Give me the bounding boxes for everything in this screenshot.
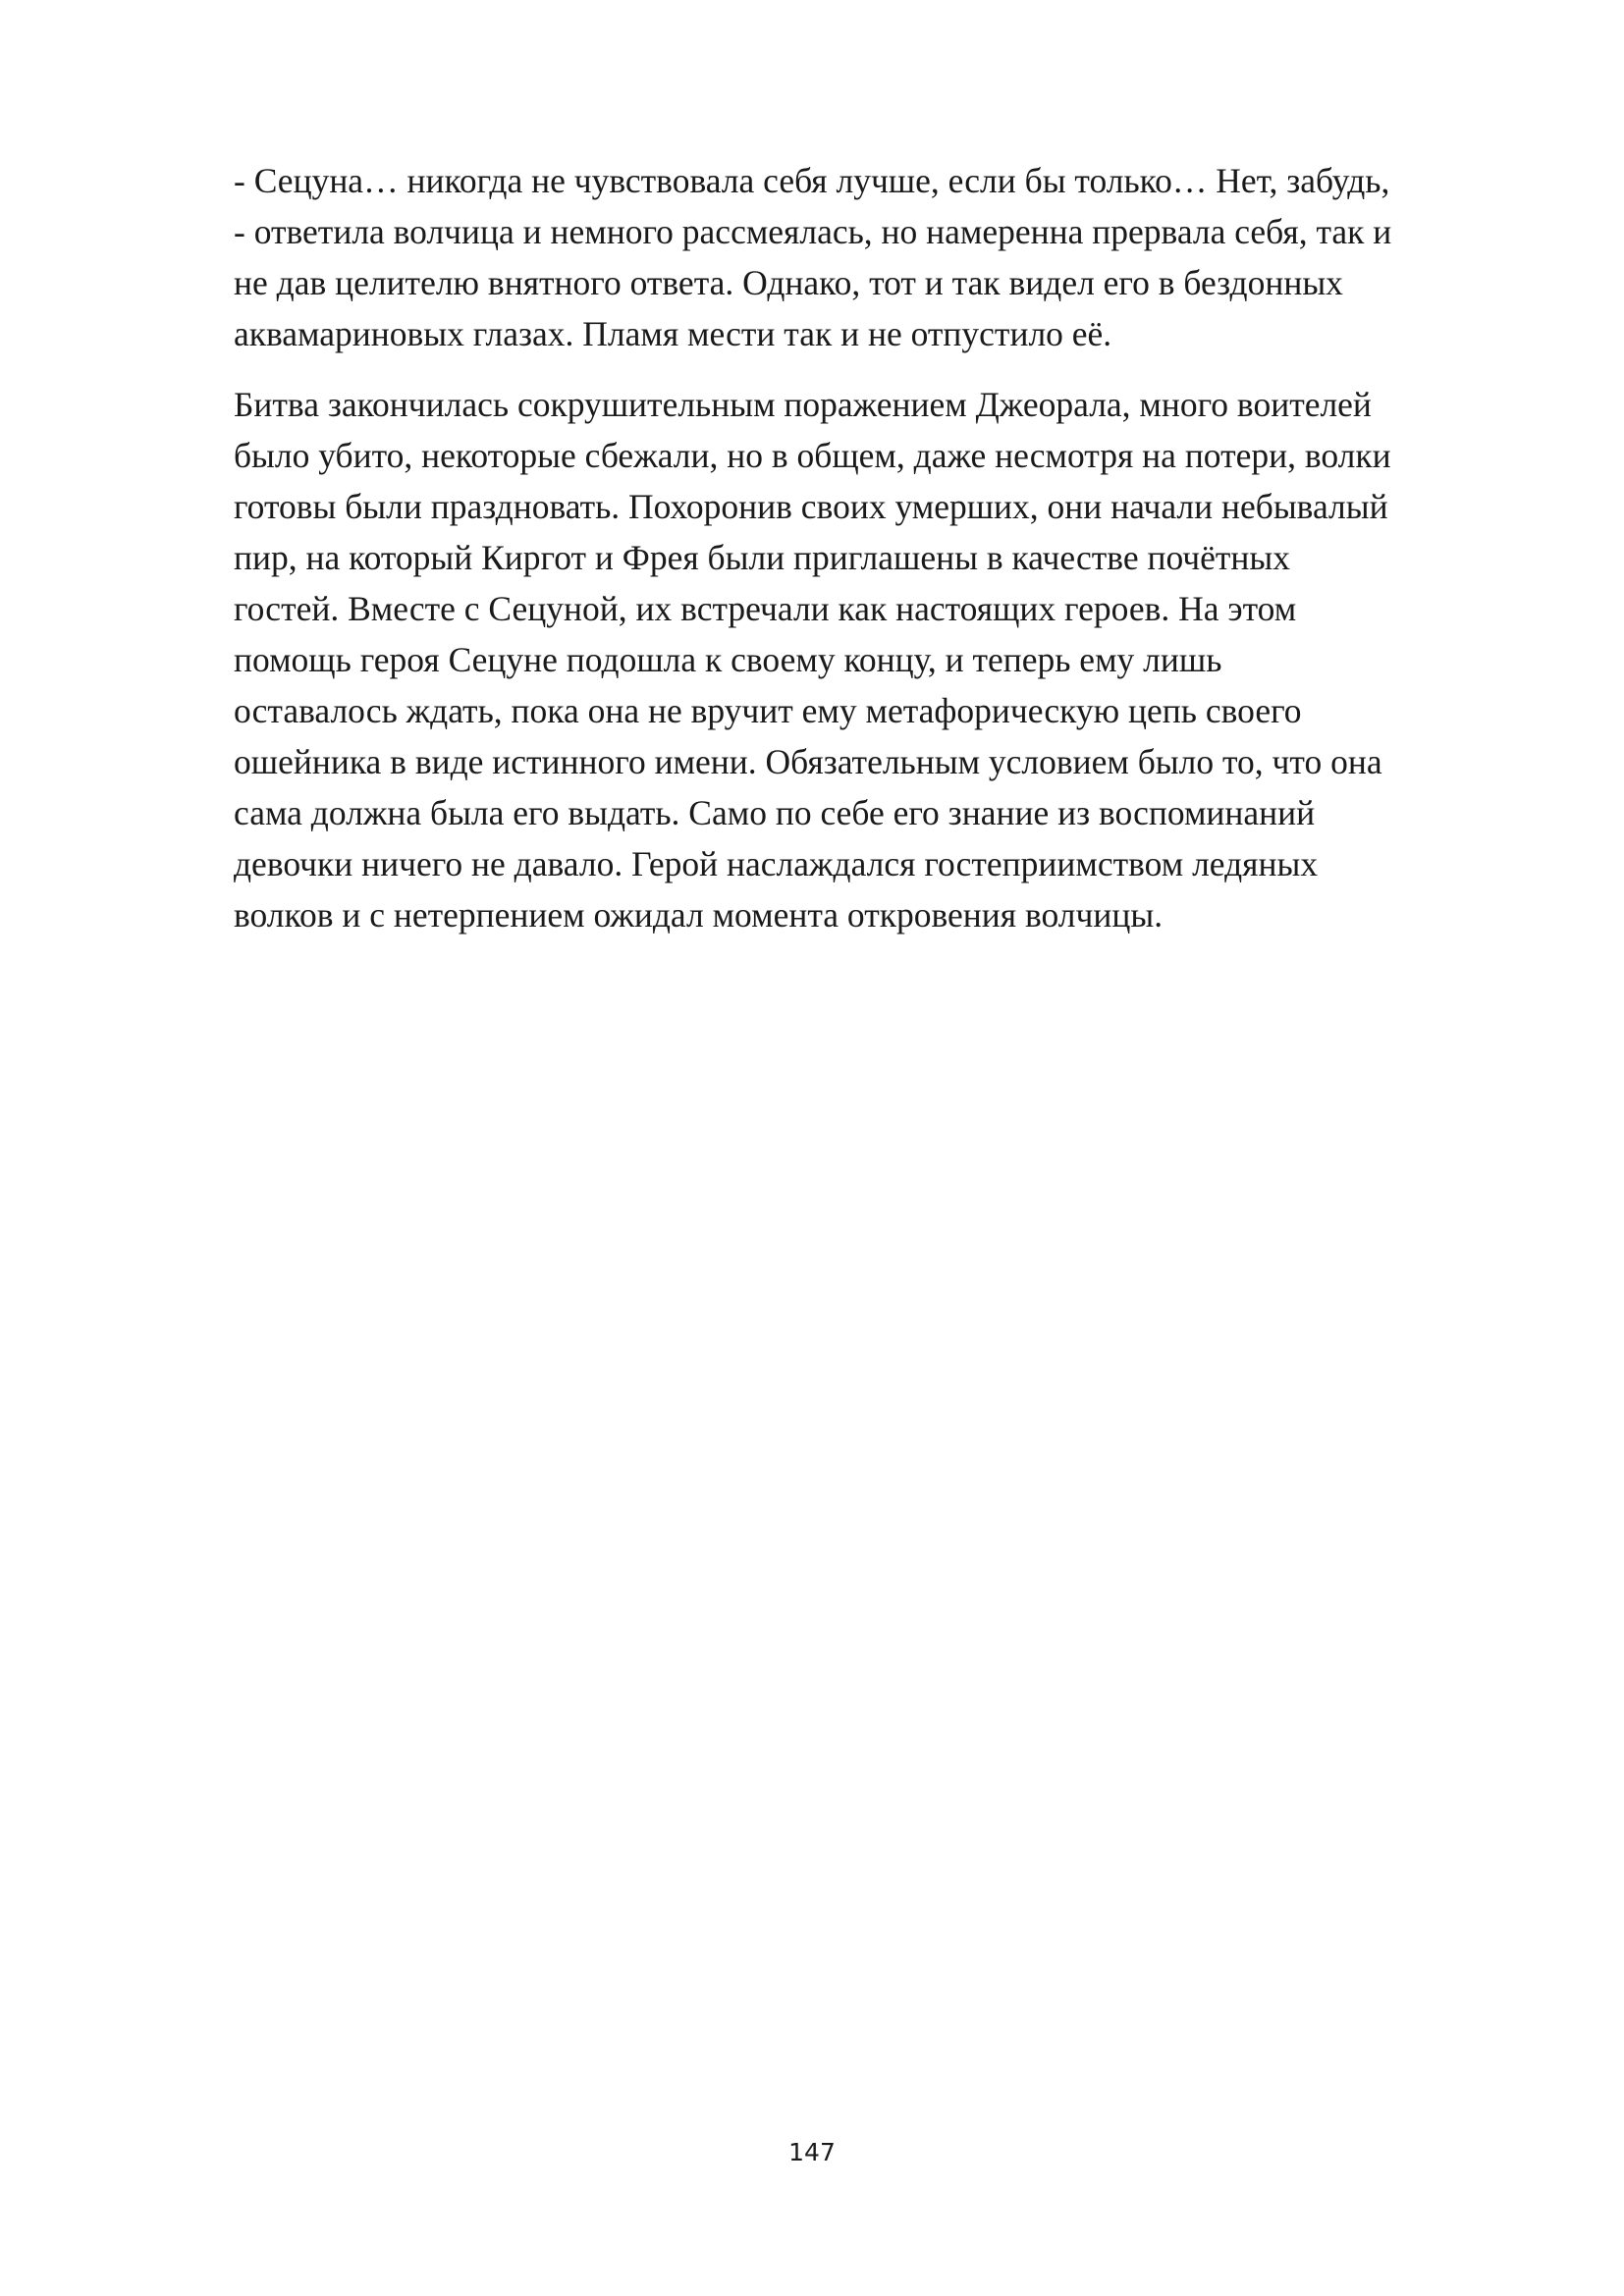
text-line: было убито, некоторые сбежали, но в общем, даже несмотря на потери, волки <box>234 436 1391 475</box>
body-text <box>234 155 1530 960</box>
paragraph-1 <box>234 155 1530 359</box>
text-line: оставалось ждать, пока она не вручит ему метафорическую цепь своего <box>234 691 1302 730</box>
text-line: гостей. Вместе с Сецуной, их встречали как настоящих героев. На этом <box>234 589 1297 628</box>
text-line: аквамариновых глазах. Пламя мести так и не отпустило её. <box>234 314 1112 353</box>
paragraph-2 <box>234 379 1530 940</box>
text-line: не дав целителю внятного ответа. Однако, тот и так видел его в бездонных <box>234 263 1343 302</box>
text-line: пир, на который Киргот и Фрея были приглашены в качестве почётных <box>234 538 1291 577</box>
text-line: готовы были праздновать. Похоронив своих умерших, они начали небывалый <box>234 487 1388 526</box>
text-line: волков и с нетерпением ожидал момента откровения волчицы. <box>234 895 1164 934</box>
text-line: - ответила волчица и немного рассмеялась, но намеренна прервала себя, так и <box>234 212 1392 251</box>
text-line: девочки ничего не давало. Герой наслаждался гостеприимством ледяных <box>234 844 1319 883</box>
text-line: Битва закончилась сокрушительным поражением Джеорала, много воителей <box>234 385 1372 424</box>
page-number: 147 <box>788 2138 836 2166</box>
text-line: ошейника в виде истинного имени. Обязательным условием было то, что она <box>234 742 1382 781</box>
text-line: сама должна была его выдать. Само по себе его знание из воспоминаний <box>234 793 1316 832</box>
text-line: помощь героя Сецуне подошла к своему концу, и теперь ему лишь <box>234 640 1222 679</box>
text-line: - Сецуна… никогда не чувствовала себя лучше, если бы только… Нет, забудь, <box>234 161 1390 200</box>
